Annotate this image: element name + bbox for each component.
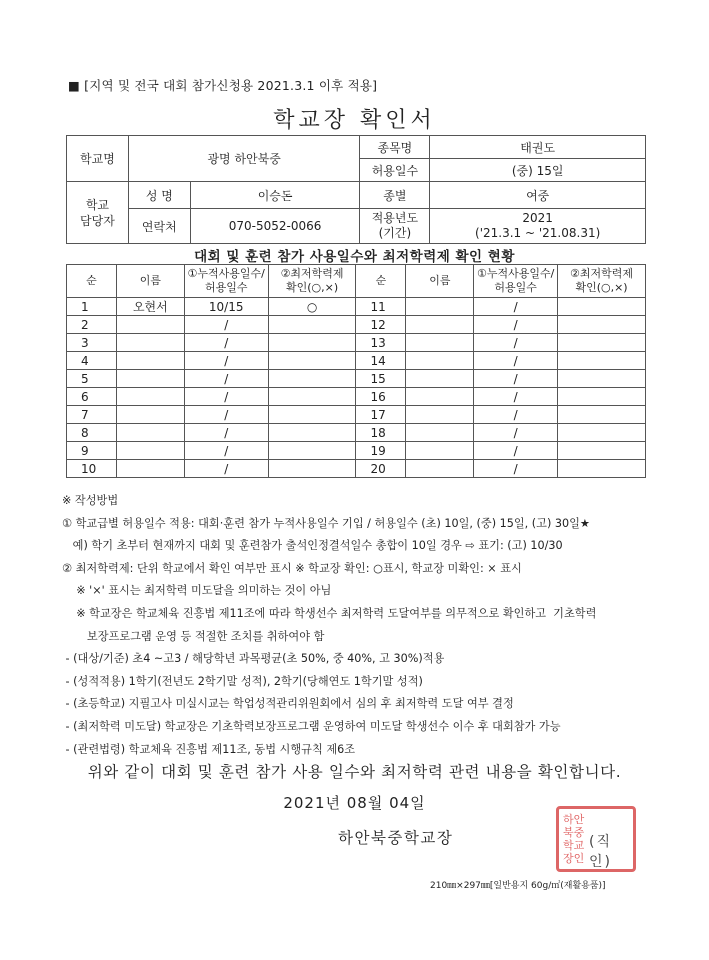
records-table — [66, 264, 646, 478]
cell-no: 2 — [67, 316, 117, 334]
instruction-line: - (성적적용) 1학기(전년도 2학기말 성적), 2학기(당해연도 1학기말 성적) — [62, 674, 423, 688]
cell-min — [558, 388, 646, 406]
header-days: ①누적사용일수/ 허용일수 — [474, 265, 558, 298]
cell-min — [268, 424, 356, 442]
cell-name — [406, 298, 474, 316]
table-row — [67, 424, 646, 442]
table-row — [67, 442, 646, 460]
cell-name — [116, 388, 184, 406]
instructions — [62, 490, 662, 761]
paper-spec-footer: 210㎜×297㎜[일반용지 60g/㎡(재활용품)] — [430, 881, 606, 891]
seal-text: 하안북중학교장인 — [563, 813, 585, 865]
info-table — [66, 135, 646, 244]
page-title: 학교장 확인서 — [273, 108, 436, 133]
table-row — [67, 388, 646, 406]
allowed-label: 허용일수 — [360, 159, 430, 182]
cell-days: / — [184, 316, 268, 334]
cell-days: / — [474, 388, 558, 406]
cell-name — [116, 406, 184, 424]
confirmation-statement: 위와 같이 대회 및 훈련 참가 사용 일수와 최저학력 관련 내용을 확인합니다. — [87, 763, 622, 781]
cell-name — [406, 352, 474, 370]
instruction-line: - (관련법령) 학교체육 진흥법 제11조, 동법 시행규칙 제6조 — [62, 742, 356, 756]
table-row — [67, 316, 646, 334]
instruction-line: 예) 학기 초부터 현재까지 대회 및 훈련참가 출석인정결석일수 총합이 10일 경우 ⇨ 표기: (고) 10/30 — [62, 539, 563, 553]
cell-days: / — [474, 424, 558, 442]
instruction-line: ※ '×' 표시는 최저학력 미도달을 의미하는 것이 아님 — [62, 584, 332, 598]
cell-min — [268, 334, 356, 352]
cell-no: 3 — [67, 334, 117, 352]
instruction-line: - (최저학력 미도달) 학교장은 기초학력보장프로그램 운영하여 미도달 학생선수 이수 후 대회참가 가능 — [62, 719, 561, 733]
cell-min: ○ — [268, 298, 356, 316]
cell-min — [558, 370, 646, 388]
cell-no: 12 — [356, 316, 406, 334]
allowed-value: (중) 15일 — [430, 159, 646, 182]
name-value: 이승돈 — [190, 182, 360, 209]
cell-min — [268, 442, 356, 460]
cell-name — [406, 316, 474, 334]
cell-name — [116, 460, 184, 478]
cell-no: 17 — [356, 406, 406, 424]
instruction-line: 보장프로그램 운영 등 적절한 조치를 취하여야 함 — [62, 629, 325, 643]
instruction-line: ① 학교급별 허용일수 적용: 대회·훈련 참가 누적사용일수 기입 / 허용일수 (초) 10일, (중) 15일, (고) 30일★ — [62, 516, 590, 530]
cell-min — [268, 406, 356, 424]
cell-no: 15 — [356, 370, 406, 388]
cell-days: / — [184, 442, 268, 460]
cell-name — [406, 460, 474, 478]
cell-no: 8 — [67, 424, 117, 442]
cell-min — [268, 370, 356, 388]
instruction-line: ※ 학교장은 학교체육 진흥법 제11조에 따라 학생선수 최저학력 도달여부를 의무적으로 확인하고 기초학력 — [62, 606, 597, 620]
header-name: 이름 — [406, 265, 474, 298]
cell-name — [116, 352, 184, 370]
cell-days: / — [474, 334, 558, 352]
cell-days: 10/15 — [184, 298, 268, 316]
contact-value: 070-5052-0066 — [190, 209, 360, 244]
cell-name — [116, 334, 184, 352]
official-seal — [556, 806, 636, 872]
cell-name — [116, 442, 184, 460]
instruction-line: - (초등학교) 지필고사 미실시교는 학업성적관리위원회에서 심의 후 최저학력 도달 여부 결정 — [62, 697, 514, 711]
table-subtitle: 대회 및 훈련 참가 사용일수와 최저학력제 확인 현황 — [194, 249, 515, 265]
cell-name — [406, 406, 474, 424]
cell-days: / — [474, 442, 558, 460]
cell-days: / — [184, 406, 268, 424]
cell-no: 7 — [67, 406, 117, 424]
cell-name — [406, 388, 474, 406]
cell-min — [558, 334, 646, 352]
principal-signature: 하안북중학교장 — [338, 829, 454, 847]
table-row — [67, 406, 646, 424]
cell-days: / — [184, 352, 268, 370]
cell-days: / — [474, 370, 558, 388]
contact-label: 연락처 — [128, 209, 190, 244]
cell-name — [406, 334, 474, 352]
cell-days: / — [184, 370, 268, 388]
cell-no: 5 — [67, 370, 117, 388]
cell-no: 4 — [67, 352, 117, 370]
cell-no: 18 — [356, 424, 406, 442]
cell-no: 9 — [67, 442, 117, 460]
cell-min — [558, 298, 646, 316]
cell-min — [268, 316, 356, 334]
cell-min — [558, 424, 646, 442]
cell-no: 20 — [356, 460, 406, 478]
cell-no: 6 — [67, 388, 117, 406]
cell-days: / — [474, 298, 558, 316]
table-row — [67, 334, 646, 352]
category-label: 종별 — [360, 182, 430, 209]
school-label: 학교명 — [67, 136, 129, 182]
header-days: ①누적사용일수/ 허용일수 — [184, 265, 268, 298]
cell-days: / — [474, 352, 558, 370]
name-label: 성 명 — [128, 182, 190, 209]
cell-min — [558, 406, 646, 424]
header-min: ②최저학력제 확인(○,×) — [268, 265, 356, 298]
cell-name: 오현서 — [116, 298, 184, 316]
cell-min — [558, 352, 646, 370]
header-name: 이름 — [116, 265, 184, 298]
instruction-line: - (대상/기준) 초4 ~고3 / 해당학년 과목평균(초 50%, 중 40%, 고 30%)적용 — [62, 652, 445, 666]
cell-no: 1 — [67, 298, 117, 316]
cell-no: 13 — [356, 334, 406, 352]
cell-name — [116, 424, 184, 442]
table-row — [67, 298, 646, 316]
seal-label: (직인) — [589, 834, 612, 870]
header-note: ■ [지역 및 전국 대회 참가신청용 2021.3.1 이후 적용] — [68, 78, 378, 93]
cell-min — [558, 442, 646, 460]
event-label: 종목명 — [360, 136, 430, 159]
records-header-row — [67, 265, 646, 298]
instruction-line: ※ 작성방법 — [62, 494, 119, 507]
table-row — [67, 370, 646, 388]
apply-value: 2021 ('21.3.1 ~ '21.08.31) — [430, 209, 646, 244]
cell-days: / — [474, 406, 558, 424]
manager-label: 학교 담당자 — [67, 182, 129, 244]
confirmation-date: 2021년 08월 04일 — [283, 794, 426, 812]
cell-days: / — [184, 424, 268, 442]
cell-name — [406, 424, 474, 442]
cell-min — [268, 388, 356, 406]
cell-name — [406, 370, 474, 388]
instruction-line: ② 최저학력제: 단위 학교에서 확인 여부만 표시 ※ 학교장 확인: ○표시, 학교장 미확인: × 표시 — [62, 561, 522, 575]
cell-min — [268, 460, 356, 478]
cell-no: 19 — [356, 442, 406, 460]
header-min: ②최저학력제 확인(○,×) — [558, 265, 646, 298]
cell-days: / — [474, 316, 558, 334]
school-value: 광명 하안북중 — [128, 136, 360, 182]
table-row — [67, 352, 646, 370]
cell-no: 16 — [356, 388, 406, 406]
cell-name — [116, 370, 184, 388]
cell-days: / — [474, 460, 558, 478]
event-value: 태권도 — [430, 136, 646, 159]
apply-label: 적용년도 (기간) — [360, 209, 430, 244]
category-value: 여중 — [430, 182, 646, 209]
cell-days: / — [184, 460, 268, 478]
cell-min — [268, 352, 356, 370]
cell-days: / — [184, 334, 268, 352]
cell-name — [406, 442, 474, 460]
cell-min — [558, 460, 646, 478]
cell-name — [116, 316, 184, 334]
cell-days: / — [184, 388, 268, 406]
cell-no: 14 — [356, 352, 406, 370]
cell-no: 11 — [356, 298, 406, 316]
table-row — [67, 460, 646, 478]
header-no: 순 — [356, 265, 406, 298]
header-no: 순 — [67, 265, 117, 298]
cell-no: 10 — [67, 460, 117, 478]
cell-min — [558, 316, 646, 334]
